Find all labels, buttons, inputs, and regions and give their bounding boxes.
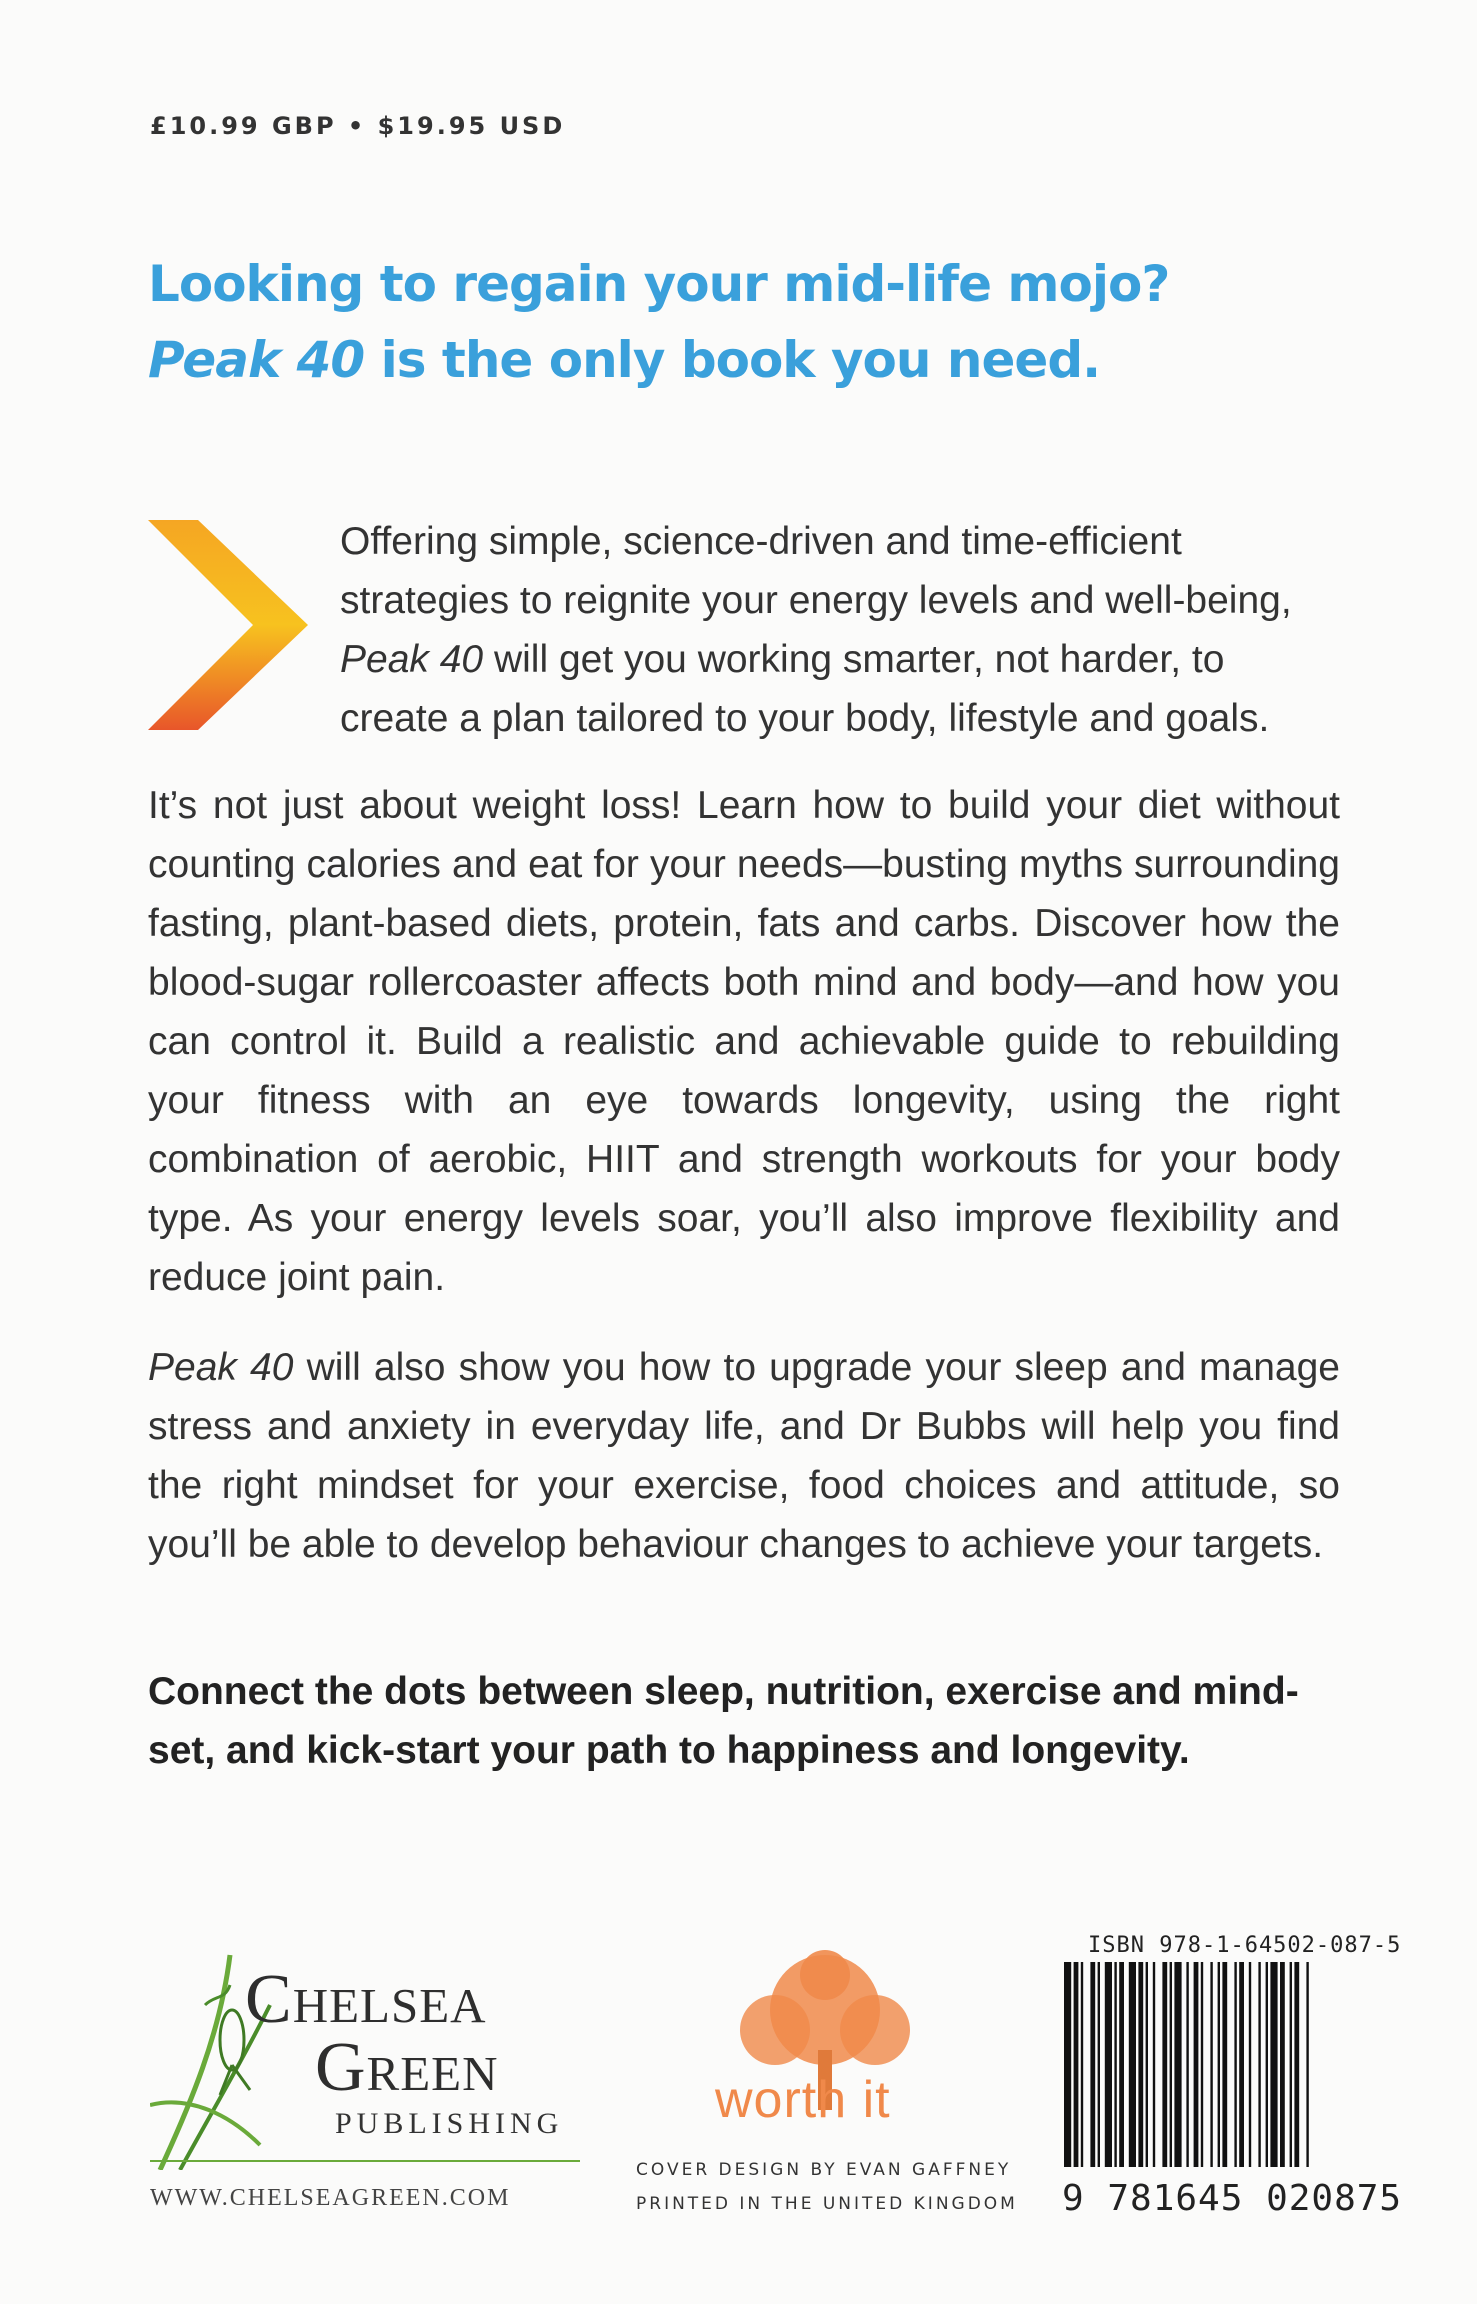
publisher-website: WWW.CHELSEAGREEN.COM <box>150 2185 511 2211</box>
barcode-bar <box>1266 1962 1268 2167</box>
chevron-arrow-icon <box>148 520 308 730</box>
paragraph-2-book-title: Peak 40 <box>148 1346 294 1389</box>
barcode-bar <box>1129 1962 1136 2167</box>
barcode-bar <box>1119 1962 1124 2167</box>
worth-it-logo <box>700 1950 950 2150</box>
barcode-bar <box>1105 1962 1112 2167</box>
body-paragraph-2 <box>148 1338 1340 1574</box>
barcode-bar <box>1064 1962 1071 2167</box>
intro-text-post: will get you working smarter, not harder, to create a plan tailored to your body, lifestyle and goals. <box>340 638 1270 740</box>
barcode-bar <box>1081 1962 1083 2167</box>
printed-in-credit: PRINTED IN THE UNITED KINGDOM <box>636 2194 1018 2214</box>
barcode-bar <box>1090 1962 1095 2167</box>
barcode-bar <box>1170 1962 1172 2167</box>
headline-line-1: Looking to regain your mid-life mojo? <box>148 255 1170 313</box>
publisher-subtitle: PUBLISHING <box>335 2107 564 2140</box>
barcode-bar <box>1280 1962 1285 2167</box>
publisher-name-green: Green <box>315 2029 499 2106</box>
barcode-bar <box>1174 1962 1181 2167</box>
barcode-number: 9 781645 020875 <box>1062 2178 1403 2219</box>
barcode-bar <box>1218 1962 1220 2167</box>
barcode-bar <box>1098 1962 1100 2167</box>
isbn-label: ISBN 978-1-64502-087-5 <box>1088 1933 1402 1958</box>
barcode-bar <box>1249 1962 1251 2167</box>
barcode-bar <box>1114 1962 1116 2167</box>
barcode-bar <box>1270 1962 1277 2167</box>
barcode-bar <box>1186 1962 1188 2167</box>
body-paragraph-1: It’s not just about weight loss! Learn how to build your diet without counting calories and eat for your needs—busting myths surrounding fasting, plant-based diets, protein, fats and carbs. Discover how the blood-sugar rollercoaster affects both mind and body—and how you can control it. Build a realistic and achievable guide to rebuilding your fitness with an eye towards longevity, using the right combination of aerobic, HIIT and strength workouts for your body type. As your energy levels soar, you’ll also improve flexibility and reduce joint pain. <box>148 784 1340 1299</box>
barcode-bar <box>1222 1962 1227 2167</box>
intro-paragraph <box>340 512 1340 748</box>
cover-design-credit: COVER DESIGN BY EVAN GAFFNEY <box>636 2160 1012 2180</box>
publisher-divider <box>150 2160 580 2162</box>
worth-it-text: worth it <box>715 2071 891 2129</box>
barcode-bar <box>1290 1962 1292 2167</box>
closing-statement: Connect the dots between sleep, nutrition, exercise and mind-set, and kick-start your path to happiness and longevity. <box>148 1670 1299 1772</box>
headline-book-title: Peak 40 <box>148 331 365 389</box>
barcode <box>1062 1962 1387 2192</box>
barcode-bar <box>1153 1962 1155 2167</box>
barcode-bar <box>1074 1962 1079 2167</box>
barcode-bar <box>1138 1962 1143 2167</box>
barcode-bar <box>1210 1962 1212 2167</box>
barcode-bar <box>1162 1962 1167 2167</box>
barcode-bar <box>1234 1962 1236 2167</box>
paragraph-2-text: will also show you how to upgrade your sleep and manage stress and anxiety in everyday life, and Dr Bubbs will help you find the right mindset for your exercise, food choices and attitude, so you’ll be able to develop behaviour changes to achieve your targets. <box>148 1346 1340 1566</box>
publisher-logo <box>140 1945 590 2225</box>
headline-line-2 <box>148 322 1398 398</box>
barcode-bar <box>1239 1962 1244 2167</box>
headline <box>148 246 1398 398</box>
intro-book-title: Peak 40 <box>340 638 484 681</box>
intro-text-pre: Offering simple, science-driven and time-efficient strategies to reignite your energy levels and well-being, <box>340 520 1292 622</box>
price-label: £10.99 GBP • $19.95 USD <box>150 112 566 140</box>
barcode-bar <box>1146 1962 1148 2167</box>
publisher-name-chelsea: Chelsea <box>245 1961 487 2038</box>
headline-line-2-rest: is the only book you need. <box>364 331 1101 389</box>
barcode-bar <box>1294 1962 1299 2167</box>
barcode-bar <box>1201 1962 1203 2167</box>
barcode-bar <box>1194 1962 1199 2167</box>
barcode-bar <box>1306 1962 1308 2167</box>
barcode-bar <box>1258 1962 1260 2167</box>
